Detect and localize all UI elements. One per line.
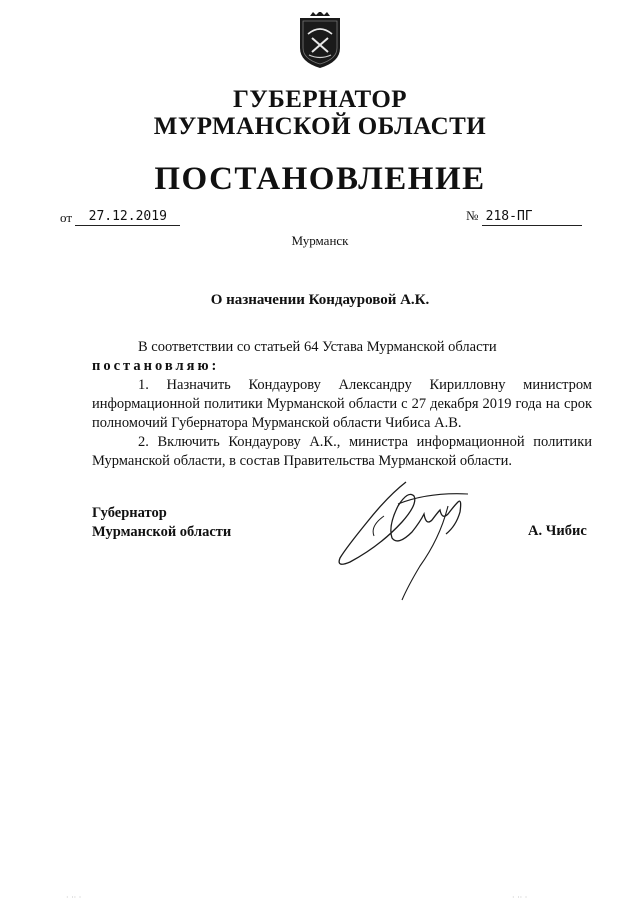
issue-city: Мурманск	[291, 233, 349, 248]
signatory-name: А. Чибис	[528, 523, 587, 539]
signatory-title	[92, 504, 231, 542]
handwritten-signature	[328, 476, 488, 606]
decree-word: постановляю:	[92, 358, 220, 374]
issuer-title-line1: ГУБЕРНАТОР	[232, 86, 408, 113]
document-body	[92, 338, 592, 471]
preamble: В соответствии со статьей 64 Устава Мурманской области	[138, 339, 497, 355]
scan-mark-left: · ·· ·	[66, 893, 82, 902]
scan-mark-right: · ·· ·	[512, 893, 528, 902]
number-value: 218-ПГ	[482, 209, 582, 226]
body-item-1: 1. Назначить Кондаурову Александру Кирилловну министром информационной политики Мурманской области с 27 декабря 2019 года на срок полномочий Губернатора Мурманской области Чибиса А.В.	[92, 377, 592, 431]
number-label: №	[466, 208, 479, 223]
issuer-title-line2: МУРМАНСКОЙ ОБЛАСТИ	[153, 113, 487, 140]
signatory-title-line2: Мурманской области	[92, 524, 232, 540]
document-type: ПОСТАНОВЛЕНИЕ	[154, 161, 486, 197]
document-number	[466, 208, 582, 226]
date-value: 27.12.2019	[75, 209, 180, 226]
signatory-title-line1: Губернатор	[92, 505, 167, 521]
coat-of-arms-icon	[297, 12, 343, 70]
date-label: от	[60, 210, 73, 225]
document-date	[60, 208, 180, 226]
document-subject: О назначении Кондауровой А.К.	[210, 292, 430, 308]
body-item-2: 2. Включить Кондаурову А.К., министра информационной политики Мурманской области, в состав Правительства Мурманской области.	[92, 434, 592, 469]
